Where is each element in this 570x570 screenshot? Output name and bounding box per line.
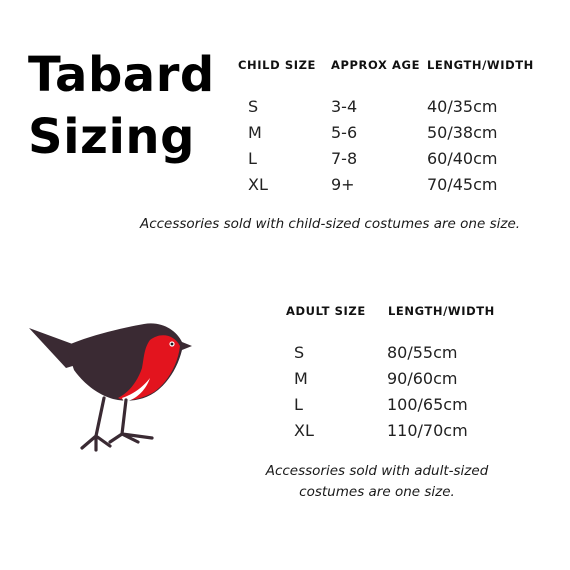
title-line-1: Tabard [28,47,215,103]
child-length-cell: 50/38cm [427,123,498,142]
title-line-2: Sizing [28,109,195,165]
child-age-cell: 3-4 [331,97,358,116]
child-size-cell: M [248,123,262,142]
adult-length-cell: 90/60cm [387,369,458,388]
adult-length-cell: 80/55cm [387,343,458,362]
adult-size-cell: M [294,369,308,388]
adult-size-header: ADULT SIZE [286,304,366,318]
child-length-cell: 40/35cm [427,97,498,116]
robin-bird-icon [26,318,196,463]
child-accessories-note: Accessories sold with child-sized costumes are one size. [139,216,521,232]
adult-accessories-note [255,461,499,503]
length-width-header: LENGTH/WIDTH [388,304,495,318]
adult-size-cell: L [294,395,303,414]
child-age-cell: 5-6 [331,123,358,142]
child-length-cell: 60/40cm [427,149,498,168]
child-size-cell: XL [248,175,268,194]
adult-note-line-1: Accessories sold with adult-sized [265,463,489,479]
adult-note-line-2: costumes are one size. [299,484,455,500]
child-age-cell: 9+ [331,175,355,194]
child-size-cell: S [248,97,259,116]
child-size-cell: L [248,149,257,168]
adult-size-cell: S [294,343,305,362]
child-age-cell: 7-8 [331,149,358,168]
child-size-header: CHILD SIZE [238,58,316,72]
adult-length-cell: 100/65cm [387,395,468,414]
length-width-header: LENGTH/WIDTH [427,58,534,72]
adult-size-cell: XL [294,421,314,440]
child-length-cell: 70/45cm [427,175,498,194]
approx-age-header: APPROX AGE [331,58,421,72]
page-title [28,44,215,168]
adult-length-cell: 110/70cm [387,421,468,440]
